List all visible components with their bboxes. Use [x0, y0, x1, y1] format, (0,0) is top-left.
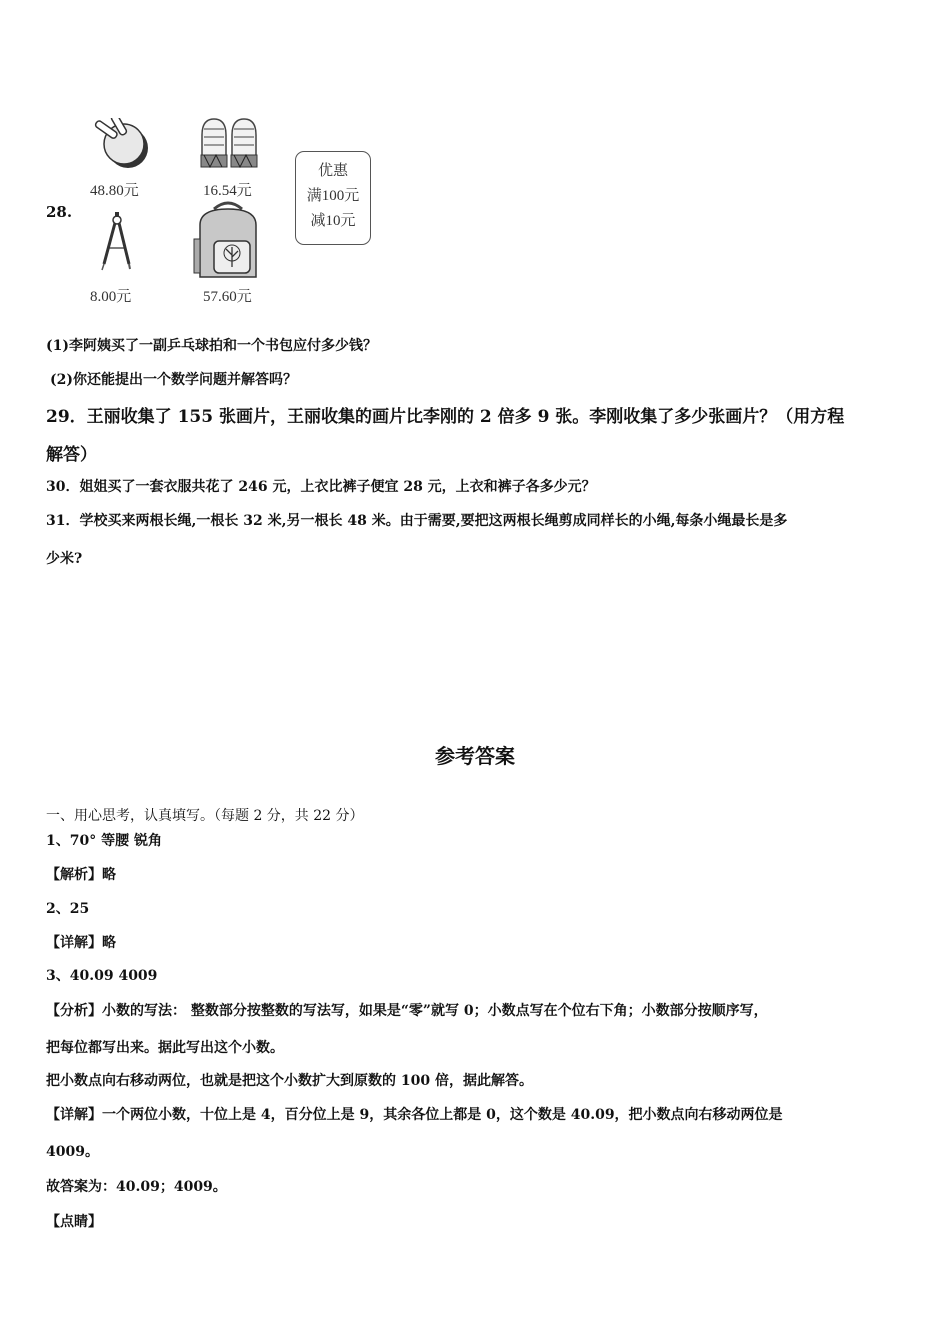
price-label: 48.80元 [90, 183, 139, 199]
coupon-condition: 满100元 [306, 188, 360, 204]
discount-coupon [295, 151, 371, 245]
answer-3-analysis-line-1: 【分析】小数的写法： 整数部分按整数的写法写，如果是“零”就写 0；小数点写在个位右下角；小数部分按顺序写， [46, 1003, 768, 1019]
ping-pong-paddle-icon [88, 118, 158, 173]
coupon-title: 优惠 [317, 163, 348, 179]
answer-3-result: 故答案为：40.09；4009。 [46, 1179, 227, 1195]
answer-3-detail-line-1: 【详解】一个两位小数，十位上是 4，百分位上是 9，其余各位上都是 0，这个数是 40.09，把小数点向右移动两位是 [46, 1107, 783, 1123]
answer-3: 3、40.09 4009 [46, 968, 158, 984]
question-28-part-1: (1)李阿姨买了一副乒乓球拍和一个书包应付多少钱？ [46, 338, 377, 354]
answer-3-comment: 【点睛】 [46, 1214, 102, 1230]
backpack-icon [190, 199, 266, 281]
answer-1-note: 【解析】略 [46, 867, 116, 883]
answer-3-analysis-line-3: 把小数点向右移动两位，也就是把这个小数扩大到原数的 100 倍，据此解答。 [46, 1073, 533, 1089]
section-heading: 一、用心思考，认真填写。（每题 2 分，共 22 分） [46, 808, 364, 824]
question-31-line-1: 31．学校买来两根长绳,一根长 32 米,另一根长 48 米。由于需要,要把这两根长绳剪成同样长的小绳,每条小绳最长是多 [46, 513, 788, 529]
coupon-discount: 减10元 [310, 213, 356, 229]
mittens-icon [196, 115, 262, 175]
answer-1: 1、70° 等腰 锐角 [46, 833, 162, 849]
answer-2-note: 【详解】略 [46, 935, 116, 951]
answer-2: 2、25 [46, 901, 90, 917]
question-30: 30．姐姐买了一套衣服共花了 246 元，上衣比裤子便宜 28 元，上衣和裤子各多少元？ [46, 479, 596, 495]
question-31-line-2: 少米? [46, 551, 83, 567]
price-label: 8.00元 [90, 289, 132, 305]
compass-icon [98, 212, 136, 272]
question-29-line-1: 29．王丽收集了 155 张画片，王丽收集的画片比李刚的 2 倍多 9 张。李刚收集了多少张画片？（用方程 [46, 407, 845, 427]
question-29-line-2: 解答） [46, 445, 97, 465]
price-label: 16.54元 [203, 183, 252, 199]
answer-3-detail-line-2: 4009。 [46, 1144, 99, 1160]
answers-title: 参考答案 [435, 744, 515, 768]
price-label: 57.60元 [203, 289, 252, 305]
question-number: 28. [46, 203, 73, 221]
answer-3-analysis-line-2: 把每位都写出来。据此写出这个小数。 [46, 1040, 284, 1056]
question-28-part-2: (2)你还能提出一个数学问题并解答吗？ [50, 372, 297, 388]
